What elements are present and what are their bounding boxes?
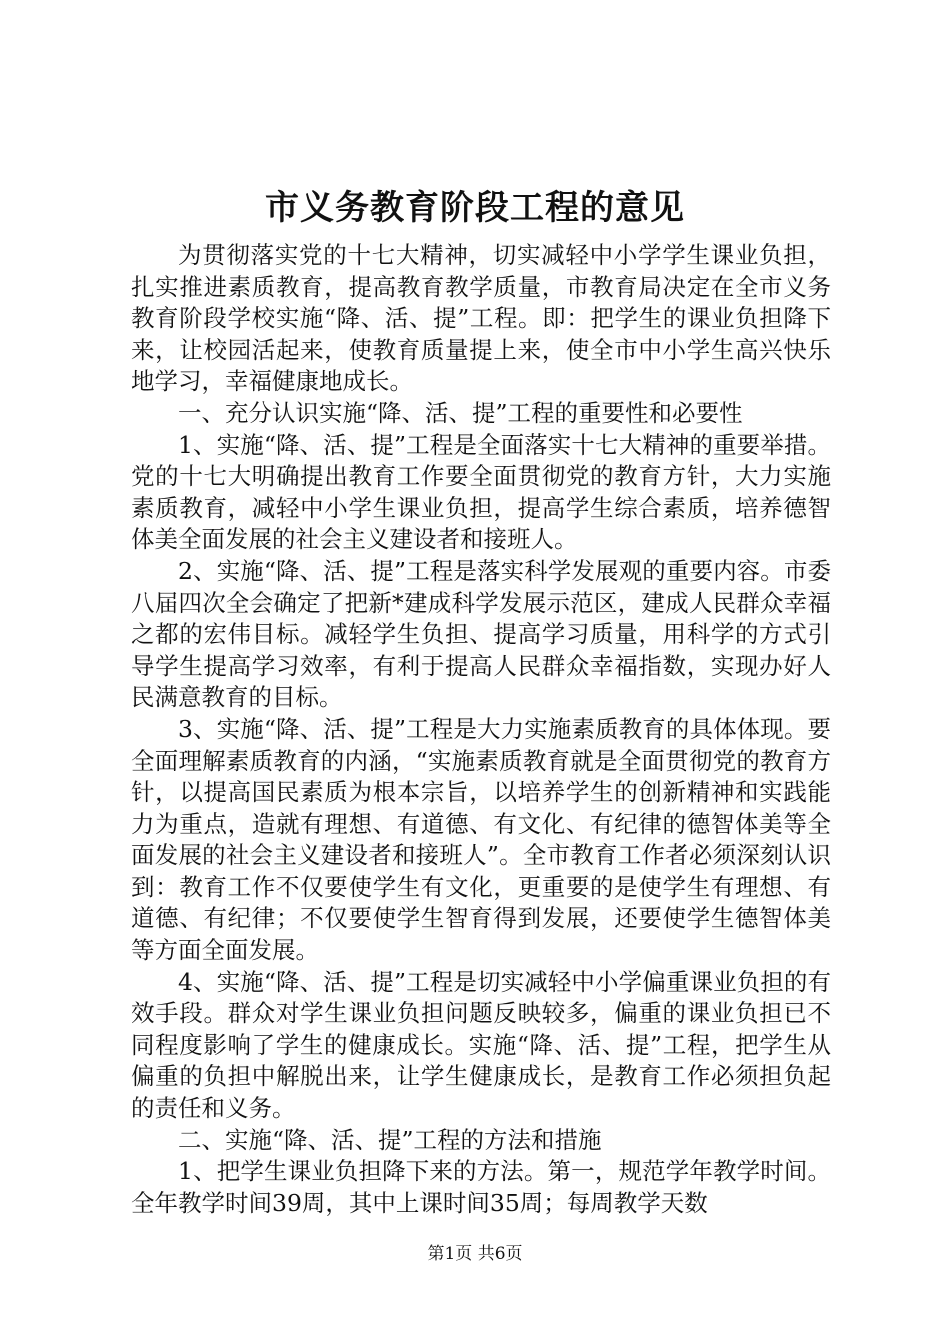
paragraph-point-4: 4、实施“降、活、提”工程是切实减轻中小学偏重课业负担的有效手段。群众对学生课业负担问题反映较多，偏重的课业负担已不同程度影响了学生的健康成长。实施“降、活、提”工程，把学生从偏重的负担中解脱出来，让学生健康成长，是教育工作必须担负起的责任和义务。	[131, 967, 831, 1123]
document-title: 市义务教育阶段工程的意见	[265, 188, 685, 228]
paragraph-point-3: 3、实施“降、活、提”工程是大力实施素质教育的具体体现。要全面理解素质教育的内涵，“实施素质教育就是全面贯彻党的教育方针，以提高国民素质为根本宗旨，以培养学生的创新精神和实践能力为重点，造就有理想、有道德、有文化、有纪律的德智体美等全面发展的社会主义建设者和接班人”。全市教育工作者必须深刻认识到：教育工作不仅要使学生有文化，更重要的是使学生有理想、有道德、有纪律；不仅要使学生智育得到发展，还要使学生德智体美等方面全面发展。	[131, 714, 831, 965]
paragraph-method-1: 1、把学生课业负担降下来的方法。第一，规范学年教学时间。全年教学时间39周，其中上课时间35周；每周教学天数	[131, 1157, 831, 1217]
paragraph-point-1: 1、实施“降、活、提”工程是全面落实十七大精神的重要举措。党的十七大明确提出教育工作要全面贯彻党的教育方针，大力实施素质教育，减轻中小学生课业负担，提高学生综合素质，培养德智体美全面发展的社会主义建设者和接班人。	[131, 430, 831, 554]
paragraph-point-2: 2、实施“降、活、提”工程是落实科学发展观的重要内容。市委八届四次全会确定了把新*建成科学发展示范区，建成人民群众幸福之都的宏伟目标。减轻学生负担、提高学习质量，用科学的方式引导学生提高学习效率，有利于提高人民群众幸福指数，实现办好人民满意教育的目标。	[131, 556, 831, 712]
section-heading-2: 二、实施“降、活、提”工程的方法和措施	[178, 1125, 602, 1154]
page-footer: 第1页 共6页	[427, 1244, 523, 1264]
document-body	[131, 240, 831, 1219]
section-heading-1: 一、充分认识实施“降、活、提”工程的重要性和必要性	[178, 398, 743, 427]
paragraph-intro: 为贯彻落实党的十七大精神，切实减轻中小学学生课业负担，扎实推进素质教育，提高教育教学质量，市教育局决定在全市义务教育阶段学校实施“降、活、提”工程。即：把学生的课业负担降下来，让校园活起来，使教育质量提上来，使全市中小学生高兴快乐地学习，幸福健康地成长。	[131, 241, 831, 396]
